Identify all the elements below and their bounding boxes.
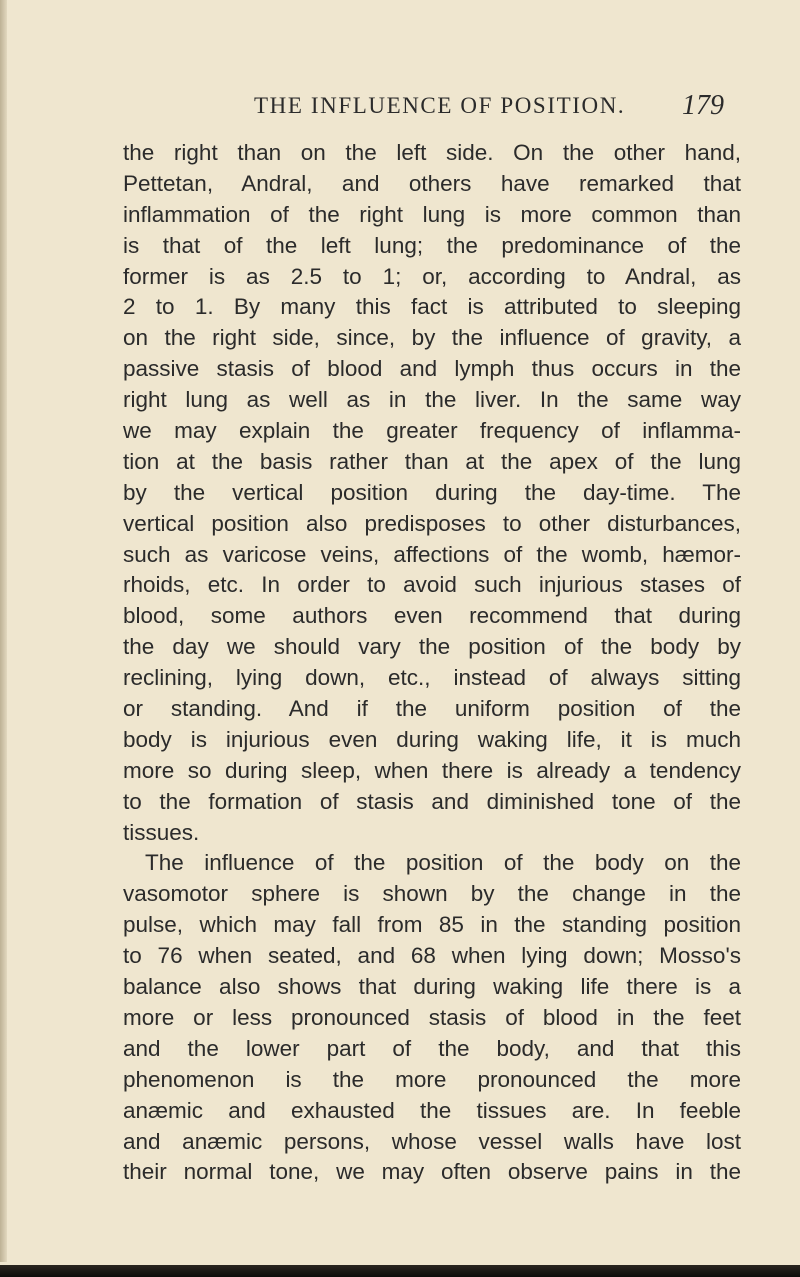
text-line: rhoids, etc. In order to avoid such injurious stases of [123,572,741,598]
text-line: and anæmic persons, whose vessel walls have lost [123,1128,741,1154]
text-line: inflammation of the right lung is more common than [123,201,741,227]
page-header [254,86,724,126]
page-spine-shadow [0,0,7,1262]
text-line: pulse, which may fall from 85 in the standing position [123,912,741,938]
text-line: on the right side, since, by the influence of gravity, a [123,325,741,351]
paragraph-start-line: The influence of the position of the body on the [145,850,741,876]
text-line: the day we should vary the position of the body by [123,634,741,660]
text-line: body is injurious even during waking life, it is much [123,726,741,752]
text-line: their normal tone, we may often observe pains in the [123,1159,741,1185]
text-line: balance also shows that during waking life there is a [123,974,741,1000]
text-line: passive stasis of blood and lymph thus occurs in the [123,356,741,382]
text-line: we may explain the greater frequency of inflamma- [123,418,741,444]
text-line: such as varicose veins, affections of the womb, hæmor- [123,541,741,567]
text-line: to the formation of stasis and diminished tone of the [123,788,741,814]
text-line: reclining, lying down, etc., instead of always sitting [123,665,741,691]
text-line: tion at the basis rather than at the apex of the lung [123,448,741,474]
text-line: vasomotor sphere is shown by the change in the [123,881,741,907]
text-line: more so during sleep, when there is already a tendency [123,757,741,783]
text-line: right lung as well as in the liver. In the same way [123,387,741,413]
running-head: THE INFLUENCE OF POSITION. [254,93,626,118]
text-line: 2 to 1. By many this fact is attributed to sleeping [123,294,741,320]
text-line: the right than on the left side. On the other hand, [123,140,741,165]
text-line: tissues. [123,819,200,845]
text-line: former is as 2.5 to 1; or, according to Andral, as [123,263,741,289]
text-line: blood, some authors even recommend that during [123,603,741,629]
text-line: or standing. And if the uniform position of the [123,696,741,722]
page-bottom-edge [0,1265,800,1277]
text-line: by the vertical position during the day-time. The [123,479,741,505]
text-line: to 76 when seated, and 68 when lying down; Mosso's [123,943,741,969]
page-number: 179 [682,90,724,121]
text-line: more or less pronounced stasis of blood in the feet [123,1004,741,1030]
text-line: vertical position also predisposes to other disturbances, [123,510,741,536]
text-line: anæmic and exhausted the tissues are. In feeble [123,1097,741,1123]
body-text [123,138,741,1188]
text-line: and the lower part of the body, and that this [123,1035,741,1061]
text-line: is that of the left lung; the predominance of the [123,232,741,258]
text-line: phenomenon is the more pronounced the more [123,1066,741,1092]
text-line: Pettetan, Andral, and others have remarked that [123,170,741,196]
